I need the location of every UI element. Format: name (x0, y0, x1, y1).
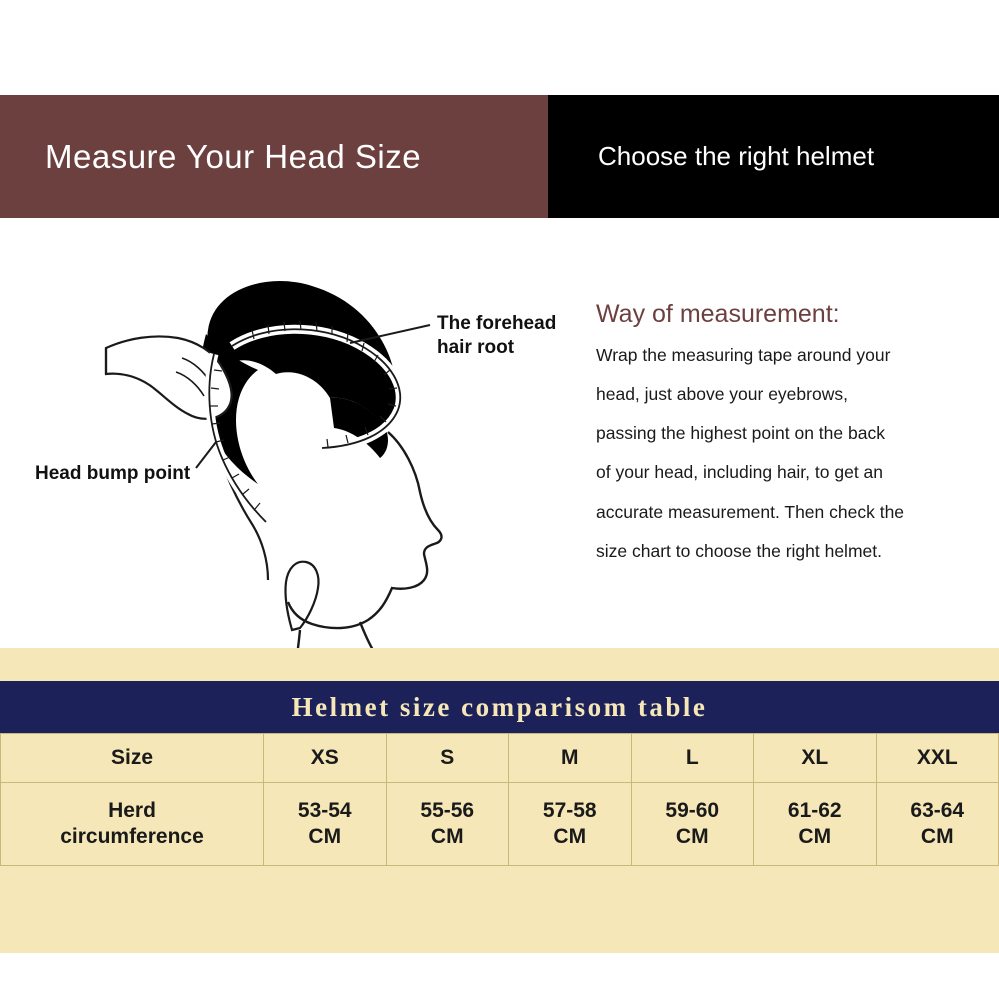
table-cell-l (631, 783, 754, 866)
unit-s: CM (430, 825, 464, 848)
neck-outline-right (360, 622, 492, 650)
measurement-body (596, 345, 976, 561)
measurement-title: Way of measurement: (596, 300, 840, 328)
measurement-line-6: size chart to choose the right helmet. (596, 540, 882, 561)
label-forehead-hair-root (437, 312, 577, 361)
value-m: 57-58 (542, 798, 597, 822)
measurement-line-1: Wrap the measuring tape around your (596, 345, 891, 365)
size-table-title: Helmet size comparisom table (291, 691, 708, 722)
head-measurement-illustration (0, 230, 560, 650)
table-cell-xl (754, 783, 877, 866)
banner-left-title: Measure Your Head Size (45, 137, 422, 175)
table-cell-s (386, 783, 509, 866)
banner-right-title: Choose the right helmet (598, 141, 875, 171)
table-header-s: S (386, 734, 509, 783)
size-table-section (0, 648, 999, 953)
label-forehead-line2: hair root (437, 337, 515, 359)
label-head-bump-point: Head bump point (35, 463, 191, 484)
face-profile-outline (288, 432, 441, 628)
unit-xs: CM (308, 825, 342, 848)
header-banner (0, 95, 999, 218)
unit-xxl: CM (920, 825, 954, 848)
row-label-line1: Herd (108, 798, 156, 822)
value-xl: 61-62 (787, 798, 842, 822)
value-xs: 53-54 (297, 798, 352, 822)
helmet-size-table (0, 733, 999, 866)
table-header-xxl: XXL (876, 734, 999, 783)
measurement-line-3: passing the highest point on the back (596, 423, 885, 444)
value-s: 55-56 (420, 798, 475, 822)
measurement-line-5: accurate measurement. Then check the (596, 501, 905, 522)
measurement-line-4: of your head, including hair, to get an (596, 462, 884, 483)
table-header-m: M (509, 734, 632, 783)
table-cell-xs (264, 783, 387, 866)
table-row-label-circumference (1, 783, 264, 866)
measurement-instructions (596, 300, 976, 580)
unit-xl: CM (798, 825, 832, 848)
head-diagram-svg (0, 230, 560, 650)
banner-right-panel (548, 95, 999, 218)
unit-l: CM (675, 825, 709, 848)
banner-left-panel (0, 95, 548, 218)
value-l: 59-60 (665, 798, 720, 822)
label-forehead-line1: The forehead (437, 313, 557, 334)
size-table-title-bar (0, 681, 999, 733)
table-header-xl: XL (754, 734, 877, 783)
unit-m: CM (553, 825, 587, 848)
table-row (1, 783, 999, 866)
table-header-row (1, 734, 999, 783)
row-label-line2: circumference (60, 825, 204, 848)
table-header-size-label: Size (1, 734, 264, 783)
table-header-l: L (631, 734, 754, 783)
table-cell-xxl (876, 783, 999, 866)
table-header-xs: XS (264, 734, 387, 783)
neck-outline-left (218, 630, 300, 650)
measurement-line-2: head, just above your eyebrows, (596, 384, 848, 405)
table-cell-m (509, 783, 632, 866)
value-xxl: 63-64 (910, 798, 965, 822)
